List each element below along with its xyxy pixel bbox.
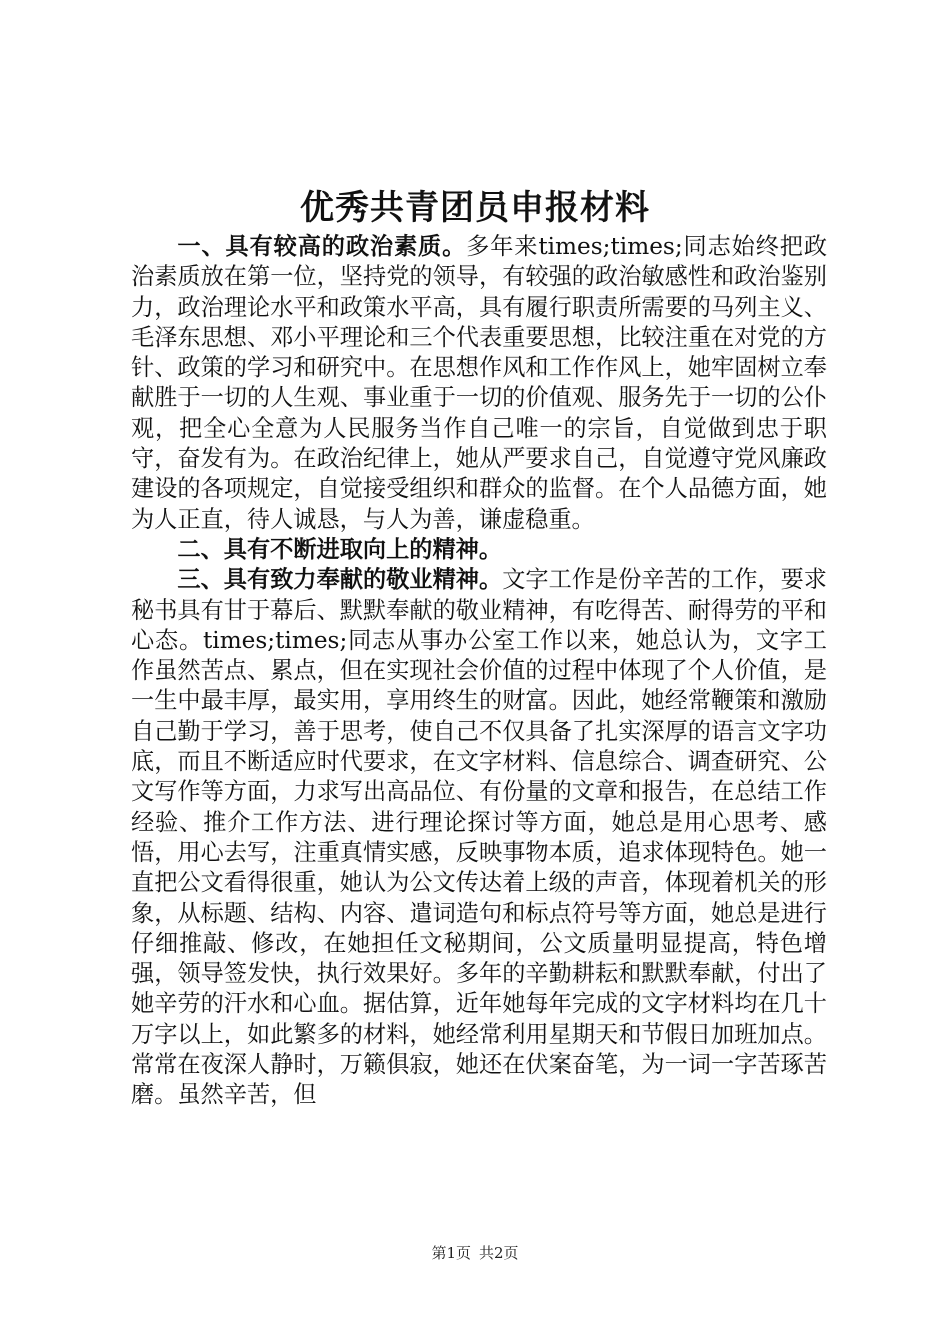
paragraph-text-3: 文字工作是份辛苦的工作，要求秘书具有甘于幕后、默默奉献的敬业精神，有吃得苦、耐得劳的平和心态。times;times;同志从事办公室工作以来，她总认为，文字工作虽然苦点、累点，但在实现社会价值的过程中体现了个人价值，是一生中最丰厚，最实用，享用终生的财富。因此，她经常鞭策和激励自己勤于学习，善于思考，使自己不仅具备了扎实深厚的语言文字功底，而且不断适应时代要求，在文字材料、信息综合、调查研究、公文写作等方面，力求写出高品位、有份量的文章和报告，在总结工作经验、推介工作方法、进行理论探讨等方面，她总是用心思考、感悟，用心去写，注重真情实感，反映事物本质，追求体现特色。她一直把公文看得很重，她认为公文传达着上级的声音，体现着机关的形象，从标题、结构、内容、遣词造句和标点符号等方面，她总是进行仔细推敲、修改，在她担任文秘期间，公文质量明显提高，特色增强，领导签发快，执行效果好。多年的辛勤耕耘和默默奉献，付出了她辛劳的汗水和心血。据估算，近年她每年完成的文字材料均在几十万字以上，如此繁多的材料，她经常利用星期天和节假日加班加点。常常在夜深人静时，万籁俱寂，她还在伏案奋笔，为一词一字苦琢苦磨。虽然辛苦，但 (131, 566, 827, 1109)
page-number-current: 第1页 (431, 1244, 471, 1262)
paragraph-dedication (131, 565, 827, 1110)
document-body (131, 232, 827, 1111)
paragraph-political-quality (131, 232, 827, 535)
paragraph-text-1: 多年来times;times;同志始终把政治素质放在第一位，坚持党的领导，有较强的政治敏感性和政治鉴别力，政治理论水平和政策水平高，具有履行职责所需要的马列主义、毛泽东思想、邓小平理论和三个代表重要思想，比较注重在对党的方针、政策的学习和研究中。在思想作风和工作作风上，她牢固树立奉献胜于一切的人生观、事业重于一切的价值观、服务先于一切的公仆观，把全心全意为人民服务当作自己唯一的宗旨，自觉做到忠于职守，奋发有为。在政治纪律上，她从严要求自己，自觉遵守党风廉政建设的各项规定，自觉接受组织和群众的监督。在个人品德方面，她为人正直，待人诚恳，与人为善，谦虚稳重。 (131, 233, 828, 533)
page-footer (0, 1243, 950, 1263)
section-heading-1: 一、具有较高的政治素质。 (177, 233, 467, 260)
section-heading-3: 三、具有致力奉献的敬业精神。 (177, 566, 503, 594)
document-title: 优秀共青团员申报材料 (300, 188, 650, 228)
section-heading-2: 二、具有不断进取向上的精神。 (177, 535, 503, 563)
paragraph-progressive-spirit (131, 535, 827, 565)
page-number-total: 共2页 (479, 1244, 519, 1262)
